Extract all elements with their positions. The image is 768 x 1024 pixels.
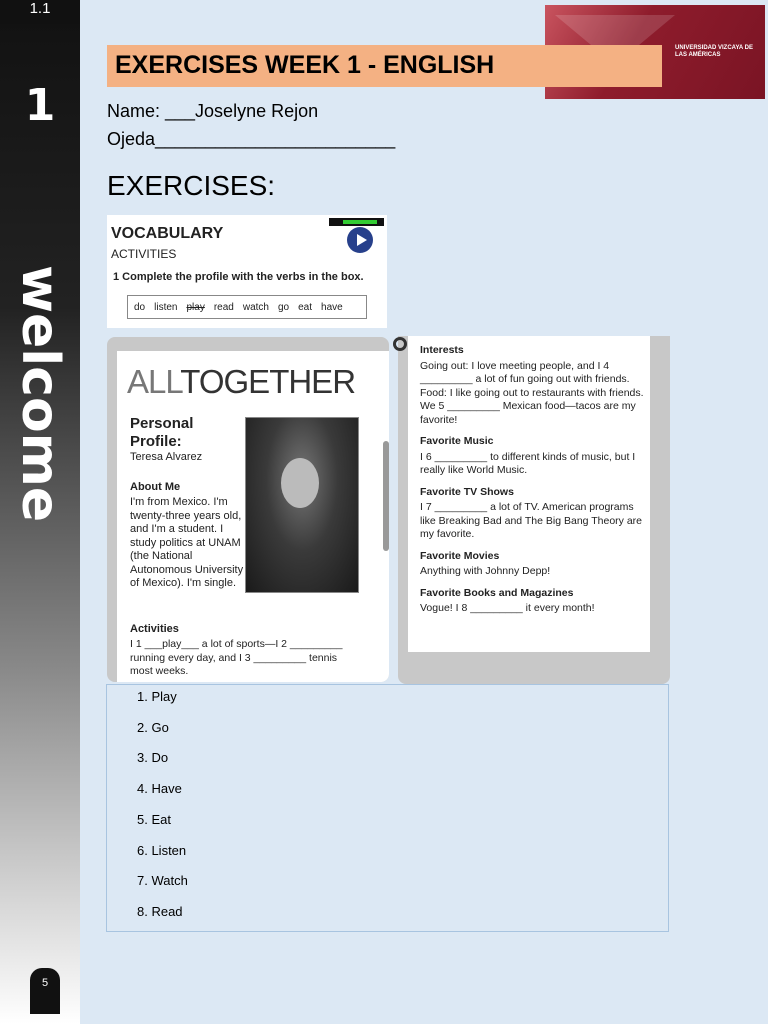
interest-heading: Favorite Movies bbox=[420, 549, 500, 562]
interests-image bbox=[398, 336, 670, 684]
answer-item: 5. Eat bbox=[137, 812, 171, 827]
word: read bbox=[213, 301, 234, 313]
interest-heading: Favorite Music bbox=[420, 435, 494, 447]
brand-title: ALLTOGETHER bbox=[127, 363, 356, 400]
vocabulary-subheading: ACTIVITIES bbox=[111, 247, 177, 261]
answer-item: 3. Do bbox=[137, 750, 169, 765]
word: have bbox=[321, 301, 343, 313]
word: listen bbox=[154, 301, 178, 313]
vocabulary-image bbox=[107, 215, 387, 328]
sidebar-page-tab: 5 bbox=[30, 968, 60, 1014]
interest-text: I 6 _________ to different kinds of music, but I really like World Music. bbox=[420, 450, 636, 476]
student-name-line2: Ojeda________________________ bbox=[107, 129, 396, 149]
answers-box bbox=[106, 684, 669, 932]
interest-text: Anything with Johnny Depp! bbox=[420, 565, 551, 577]
interest-text: Vogue! I 8 _________ it every month! bbox=[420, 602, 595, 614]
answer-item: 6. Listen bbox=[137, 843, 187, 858]
profile-photo bbox=[245, 417, 359, 593]
word-box bbox=[127, 295, 367, 319]
audio-progress-bar bbox=[329, 218, 384, 226]
answer-item: 4. Have bbox=[137, 781, 182, 796]
audio-progress-fill bbox=[343, 220, 377, 224]
about-heading: About Me bbox=[130, 481, 181, 493]
answer-item: 7. Watch bbox=[137, 873, 188, 888]
student-name-line1: Name: ___Joselyne Rejon bbox=[107, 101, 319, 121]
profile-image bbox=[107, 337, 389, 682]
answer-item: 1. Play bbox=[137, 689, 177, 704]
word: play bbox=[186, 301, 205, 313]
sidebar-unit-number: 1 bbox=[24, 80, 56, 131]
word: eat bbox=[298, 301, 313, 313]
title-bar bbox=[107, 45, 662, 87]
vocabulary-instruction: 1 Complete the profile with the verbs in the box. bbox=[113, 271, 364, 283]
word: go bbox=[277, 301, 290, 313]
sidebar-top-label: 1.1 bbox=[0, 0, 80, 24]
page-title: EXERCISES WEEK 1 - ENGLISH bbox=[115, 51, 495, 79]
interest-heading: Favorite Books and Magazines bbox=[420, 586, 574, 599]
magnifier-icon bbox=[393, 337, 407, 351]
interest-text: Going out: I love meeting people, and I 4 _________ a lot of fun going out with friends. Food: I like going out to restaurants with friends. We 5 _________ Mexican food—tacos are my favorite! bbox=[420, 359, 644, 426]
scrollbar bbox=[383, 441, 389, 551]
interest-heading: Favorite TV Shows bbox=[420, 485, 514, 498]
about-text: I'm from Mexico. I'm twenty-three years old, and I'm a student. I study politics at UNAM (the National Autonomous University of Mexico). I'm single. bbox=[130, 496, 244, 589]
activities-heading: Activities bbox=[130, 623, 179, 635]
answer-item: 2. Go bbox=[137, 720, 169, 735]
sidebar-unit-title: welcome bbox=[10, 265, 70, 523]
section-title: EXERCISES: bbox=[107, 170, 276, 201]
word: watch bbox=[242, 301, 269, 313]
sidebar bbox=[0, 0, 80, 1024]
answer-item: 8. Read bbox=[137, 904, 183, 919]
play-icon bbox=[347, 227, 373, 253]
profile-person: Teresa Alvarez bbox=[130, 451, 203, 463]
interest-heading: Interests bbox=[420, 344, 464, 356]
logo-text: UNIVERSIDAD VIZCAYA DE LAS AMÉRICAS bbox=[675, 45, 754, 58]
interest-text: I 7 _________ a lot of TV. American programs like Breaking Bad and The Big Bang Theory are my favorite. bbox=[420, 501, 643, 540]
profile-title: Personal Profile: bbox=[130, 415, 194, 450]
word: do bbox=[134, 301, 146, 313]
activities-text: I 1 ___play___ a lot of sports—I 2 _________ running every day, and I 3 _________ tennis most weeks. bbox=[130, 638, 343, 677]
vocabulary-heading: VOCABULARY bbox=[111, 225, 224, 242]
